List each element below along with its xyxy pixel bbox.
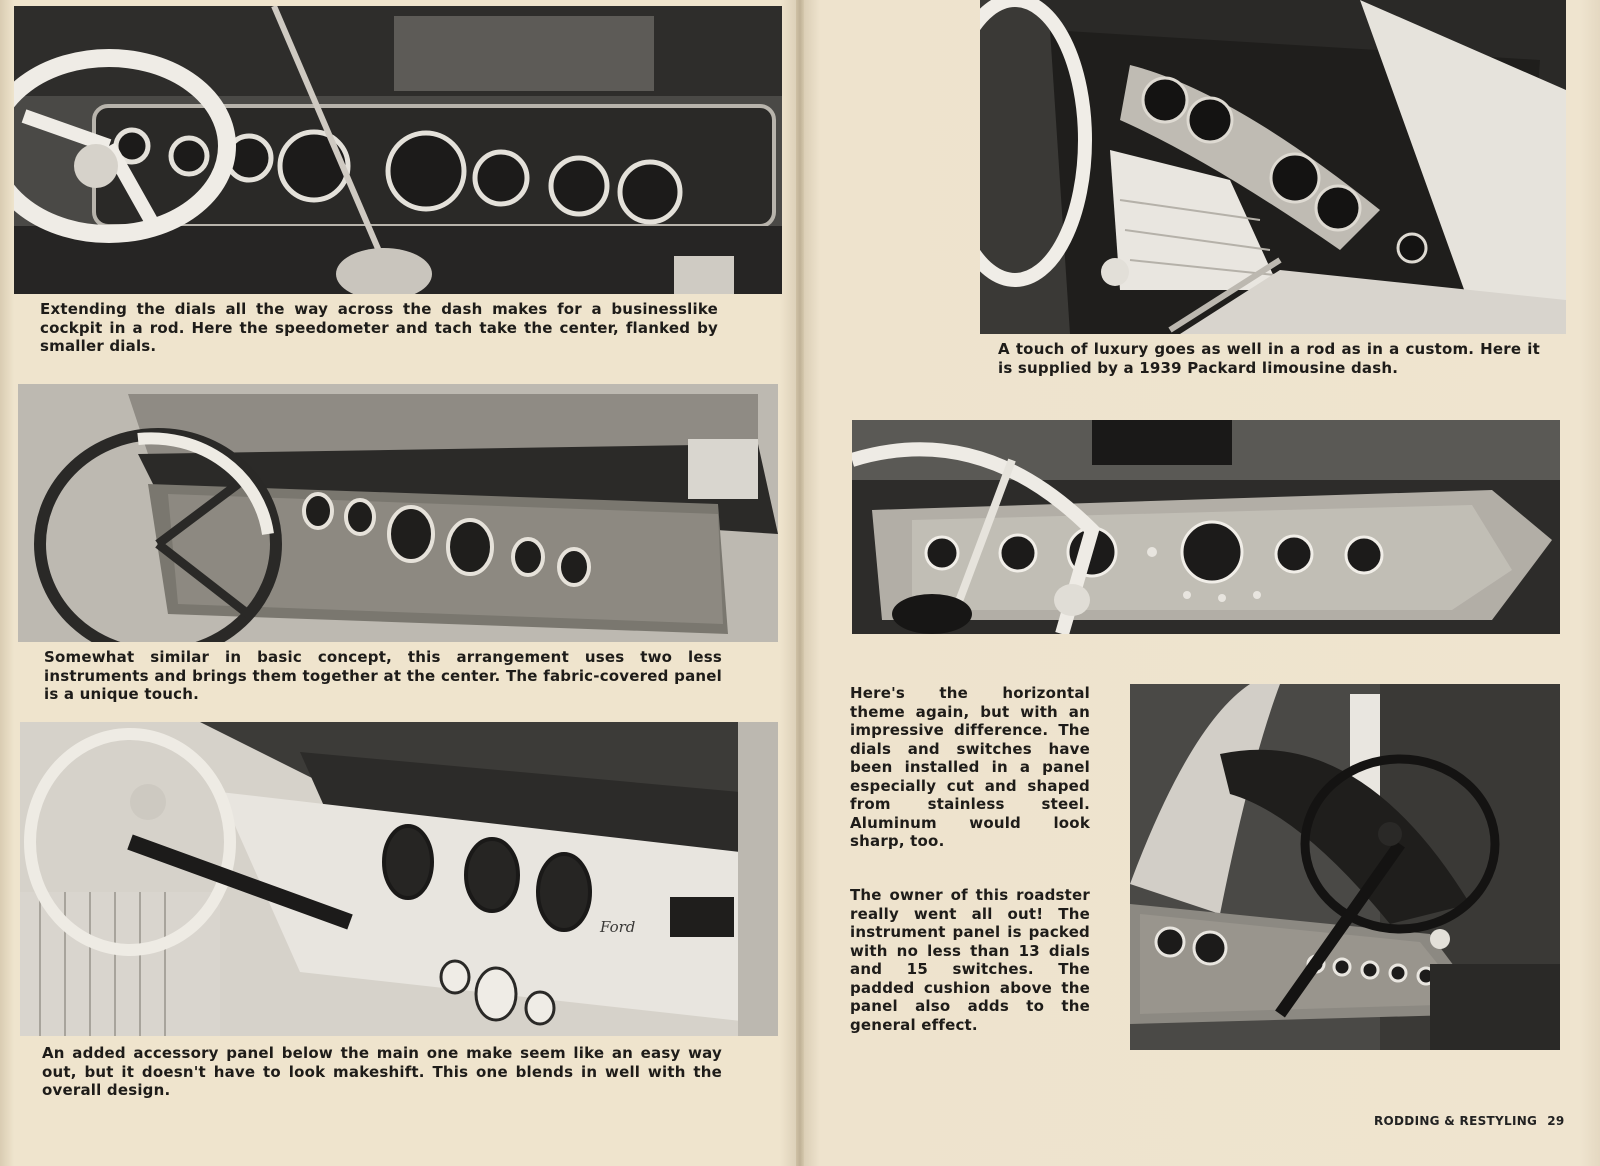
caption-fabric-panel: Somewhat similar in basic concept, this arrangement uses two less instruments and brings them together at the center. The fabric-covered panel is a unique touch. — [44, 648, 722, 703]
caption-roadster-dash: The owner of this roadster really went all out! The instrument panel is packed with no less than 13 dials and 15 switches. The padded cushion above the panel also adds to the general effect. — [850, 886, 1090, 1034]
page-number: 29 — [1547, 1114, 1565, 1128]
photo-accessory-panel — [20, 722, 778, 1036]
caption-dash-wide-dials: Extending the dials all the way across the dash makes for a businesslike cockpit in a rod. Here the speedometer and tach take the center, flanked by smaller dials. — [40, 300, 718, 355]
photo-packard-dash — [980, 0, 1566, 334]
photo-roadster-dash — [1130, 684, 1560, 1050]
page-gutter — [796, 0, 804, 1166]
ford-badge-text: Ford — [600, 918, 636, 936]
magazine-title: RODDING & RESTYLING — [1374, 1114, 1538, 1128]
photo-dash-wide-dials — [14, 6, 782, 294]
page-footer — [1374, 1114, 1565, 1128]
caption-stainless-panel: Here's the horizontal theme again, but with an impressive difference. The dials and switches have been installed in a panel especially cut and shaped from stainless steel. Aluminum would look sharp, too. — [850, 684, 1090, 850]
caption-packard-dash: A touch of luxury goes as well in a rod as in a custom. Here it is supplied by a 1939 Packard limousine dash. — [998, 340, 1540, 377]
caption-accessory-panel: An added accessory panel below the main one make seem like an easy way out, but it doesn't have to look makeshift. This one blends in well with the overall design. — [42, 1044, 722, 1099]
photo-stainless-panel — [852, 420, 1560, 634]
photo-fabric-panel — [18, 384, 778, 642]
